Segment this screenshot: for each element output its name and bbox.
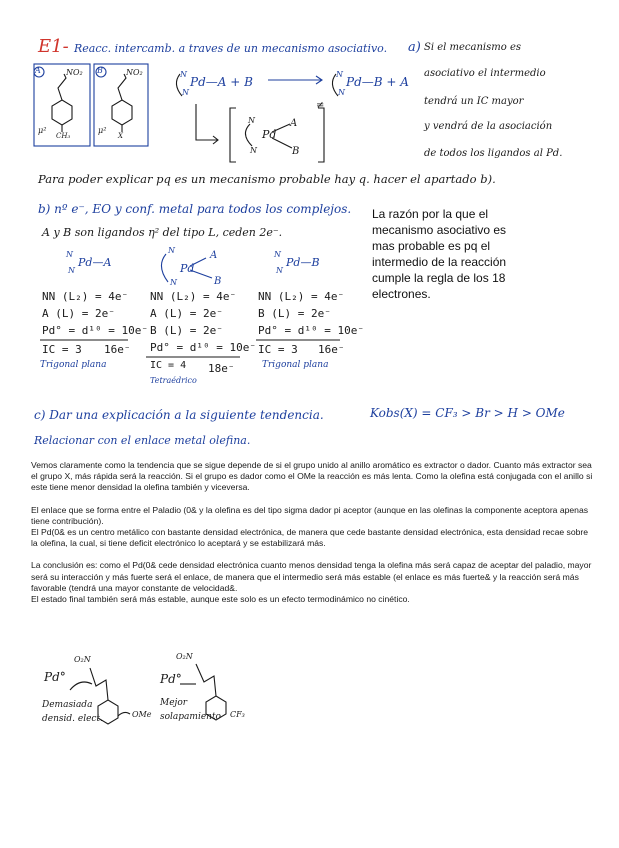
caption-left: densid. elect. [42, 714, 103, 724]
part-a-label: a) [408, 40, 421, 55]
part-a-line: y vendrá de la asociación [424, 121, 553, 132]
eta2-label-b: μ² [98, 126, 107, 135]
part-a-line: Si el mecanismo es [424, 42, 521, 53]
n-label: N [170, 278, 177, 287]
complex-1: Pd—A [78, 256, 112, 269]
total-electrons: 18e⁻ [208, 362, 235, 375]
n-label: N [168, 246, 175, 255]
eta2-label-a: μ² [38, 126, 47, 135]
caption-right: solapamiento [160, 712, 221, 722]
electron-count-row: Pd° = d¹⁰ = 10e⁻ [42, 324, 148, 337]
ts-b: B [292, 146, 300, 157]
caption-left: Demasiada [42, 700, 93, 710]
n-label: N [248, 116, 255, 125]
arrow-left [70, 682, 92, 690]
pd-left: Pd° [44, 670, 66, 684]
n-label: N [276, 266, 283, 275]
part-b-title: b) nº e⁻, EO y conf. metal para todos los complejos. [38, 202, 352, 216]
part-c-title: c) Dar una explicación a la siguiente tendencia. [34, 408, 324, 422]
ligand-statement: A y B son ligandos η² del tipo L, ceden 2e⁻. [42, 226, 283, 239]
ligand-a-label: A [35, 66, 41, 75]
electron-count-row: Pd° = d¹⁰ = 10e⁻ [150, 341, 256, 354]
x-label: X [118, 132, 123, 140]
exercise-title: Reacc. intercamb. a traves de un mecanismo asociativo. [74, 42, 388, 55]
total-electrons: 16e⁻ [318, 343, 345, 356]
ts-a: A [290, 118, 298, 129]
caption-right: Mejor [160, 698, 188, 708]
electron-count-row: Pd° = d¹⁰ = 10e⁻ [258, 324, 364, 337]
no2-left: O₂N [74, 655, 91, 664]
olefin-right [196, 664, 216, 696]
electron-count-row: A (L) = 2e⁻ [42, 307, 115, 320]
product-complex: Pd—B + A [346, 75, 409, 89]
electron-count-row: NN (L₂) = 4e⁻ [258, 290, 345, 303]
electron-count-row: B (L) = 2e⁻ [258, 307, 331, 320]
ts-pd: Pd [262, 128, 277, 141]
substituent-right: CF₃ [230, 710, 245, 719]
part-a-line: tendrá un IC mayor [424, 96, 524, 107]
electron-count-row: B (L) = 2e⁻ [150, 324, 223, 337]
coordination-number: IC = 3 [42, 343, 82, 356]
electron-count-row: A (L) = 2e⁻ [150, 307, 223, 320]
complex-2-pd: Pd [180, 262, 195, 275]
n-label: N [250, 146, 257, 155]
electron-count-row: NN (L₂) = 4e⁻ [150, 290, 237, 303]
substituent-left: OMe [132, 710, 152, 719]
paragraph: La conclusión es: como el Pd(0& cede densidad electrónica cuanto menos densidad tenga la olefina más será capaz de aceptar del paladio, mayor será su interacción y más fuerte será el enlace, de manera que el intermedio será más estable (el enlace es más fuerte& y la reacción será más favorable (tendrá una mayor constante de velocidad&. El estado final también será más estable, aunque este solo es un efecto termodinámico no cinético. [31, 560, 592, 605]
note-box: La razón por la que el mecanismo asociativo es mas probable es pq el intermedio de la reacción cumple la regla de los 18 electrones. [372, 207, 507, 301]
n-label: N [182, 88, 189, 97]
coordination-number: IC = 4 [150, 360, 187, 371]
part-a-line: de todos los ligandos al Pd. [424, 148, 563, 159]
n-label: N [66, 250, 73, 259]
ch3-label: CH₃ [56, 132, 71, 140]
n-label: N [274, 250, 281, 259]
donor-arrow [118, 712, 130, 716]
pd-right: Pd° [160, 672, 182, 686]
geometry-label: Trigonal plana [40, 360, 107, 370]
ts-dagger: ≠ [316, 100, 325, 111]
complex-2-b: B [214, 276, 222, 287]
complex-2-a: A [210, 250, 218, 261]
explain-line: Para poder explicar pq es un mecanismo probable hay q. hacer el apartado b). [38, 172, 496, 186]
paragraph: El enlace que se forma entre el Paladio (0& y la olefina es del tipo sigma dador pi aceptor (aunque en las olefinas la componente aceptora apenas tiene contribución). El Pd(0& es un centro metálico con bastante densidad electrónica, de manera que cede bastante densidad electrónica, esta densidad recae sobre la olefina, la cual, si tiene deficit electrónico lo aceptará y se estabilizará más. [31, 504, 589, 549]
trend-equation: Kobs(X) = CF₃ > Br > H > OMe [370, 406, 565, 420]
n-label: N [338, 88, 345, 97]
geometry-label: Tetraédrico [150, 376, 197, 385]
part-a-line: asociativo el intermedio [424, 68, 546, 79]
n-label: N [336, 70, 343, 79]
olefin-left [90, 668, 108, 700]
n-label: N [180, 70, 187, 79]
no2-label-a: NO₂ [66, 68, 83, 77]
ligand-b-label: B [97, 66, 103, 75]
no2-right: O₂N [176, 652, 193, 661]
reactant-complex: Pd—A + B [190, 75, 253, 89]
n-label: N [68, 266, 75, 275]
geometry-label: Trigonal plana [262, 360, 329, 370]
total-electrons: 16e⁻ [104, 343, 131, 356]
paragraph: Vemos claramente como la tendencia que se sigue depende de si el grupo unido al anillo aromático es extractor o dador. Cuanto más extractor sea el grupo X, más rápida será la reacción. Si el grupo es dador como el OMe la reacción es más lenta. Como la olefina está conjugada con el anillo si este tiene menor densidad la olefina también y viceversa. [31, 460, 593, 493]
electron-count-row: NN (L₂) = 4e⁻ [42, 290, 129, 303]
part-c-subtitle: Relacionar con el enlace metal olefina. [34, 434, 251, 447]
complex-3: Pd—B [286, 256, 320, 269]
exercise-label: E1- [38, 36, 69, 57]
coordination-number: IC = 3 [258, 343, 298, 356]
no2-label-b: NO₂ [126, 68, 143, 77]
